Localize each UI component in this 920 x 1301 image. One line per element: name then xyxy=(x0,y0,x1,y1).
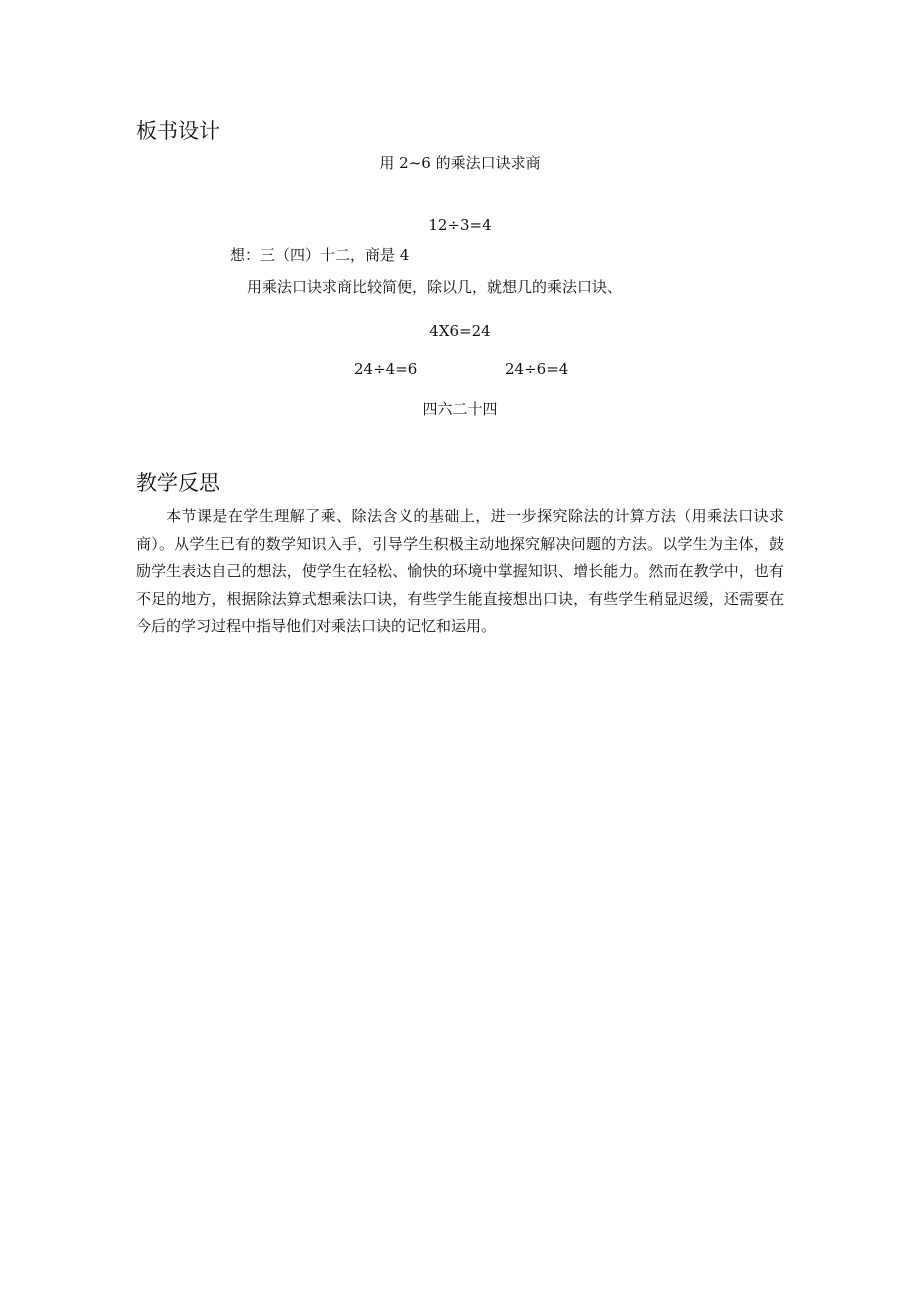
summary-line: 用乘法口诀求商比较简便，除以几，就想几的乘法口诀、 xyxy=(247,278,623,296)
board-design-heading: 板书设计 xyxy=(136,119,220,143)
equation-24-div-4: 24÷4=6 xyxy=(354,360,418,378)
board-title: 用 2~6 的乘法口诀求商 xyxy=(379,154,541,172)
equation-24-div-6: 24÷6=4 xyxy=(505,360,569,378)
think-line: 想：三（四）十二，商是 4 xyxy=(230,246,410,264)
equation-4x6: 4X6=24 xyxy=(429,322,491,340)
equation-12-div-3: 12÷3=4 xyxy=(428,216,492,234)
multiplication-rhyme: 四六二十四 xyxy=(422,400,498,418)
reflection-paragraph: 本节课是在学生理解了乘、除法含义的基础上，进一步探究除法的计算方法（用乘法口诀求商）。从学生已有的数学知识入手，引导学生积极主动地探究解决问题的方法。以学生为主体，鼓励学生表达自己的想法，使学生在轻松、愉快的环境中掌握知识、增长能力。然而在教学中，也有不足的地方，根据除法算式想乘法口诀，有些学生能直接想出口诀，有些学生稍显迟缓，还需要在今后的学习过程中指导他们对乘法口诀的记忆和运用。 xyxy=(136,507,784,636)
reflection-heading: 教学反思 xyxy=(136,471,220,495)
